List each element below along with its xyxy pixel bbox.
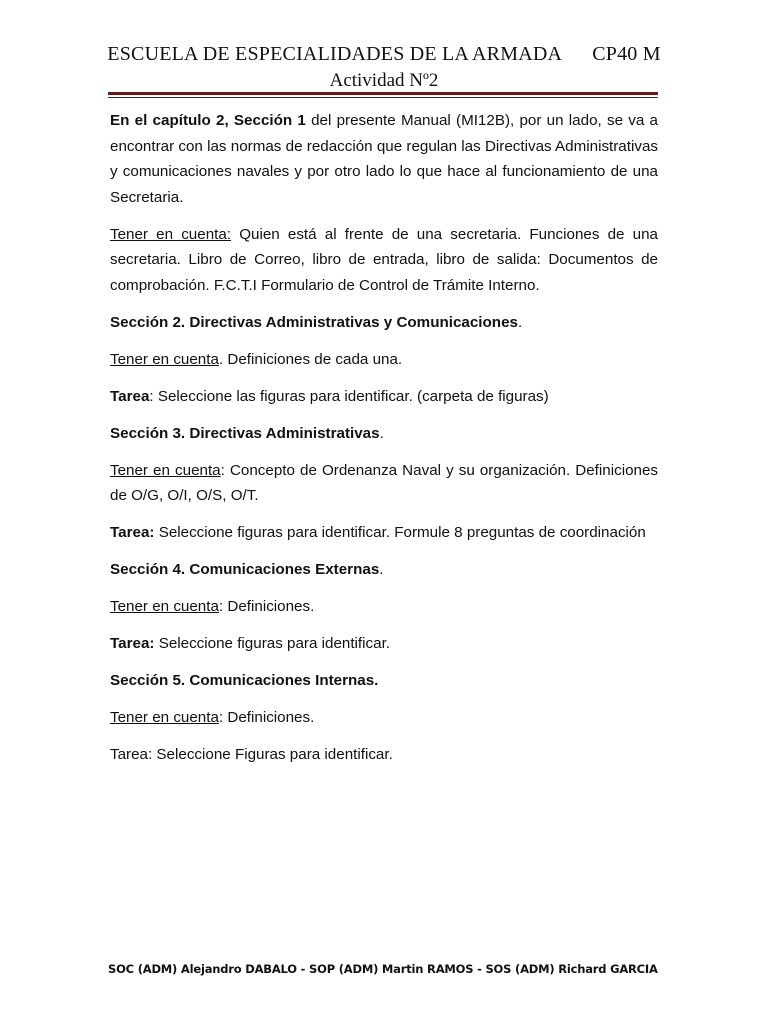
heading-tail: . <box>517 313 523 331</box>
task-label: Tarea: <box>110 524 155 541</box>
header-rule-thick <box>108 92 658 95</box>
heading-bold: Sección 5. Comunicaciones Internas. <box>110 672 379 689</box>
intro-bold: En el capítulo 2, Sección 1 <box>110 112 306 129</box>
task-label: Tarea: <box>110 635 155 652</box>
section5-note <box>110 705 658 731</box>
section2-note <box>110 347 658 373</box>
section3-heading <box>110 421 658 447</box>
header-title-line <box>0 40 768 68</box>
course-code: CP40 M <box>592 43 661 65</box>
section4-note <box>110 594 658 620</box>
header-rule-thin <box>108 97 658 98</box>
section2-heading <box>110 310 658 336</box>
task-text: Seleccione figuras para identificar. <box>154 635 391 652</box>
intro-paragraph <box>110 108 658 210</box>
section1-note <box>110 222 658 299</box>
note-text: : Definiciones. <box>218 709 315 726</box>
footer-authors: SOC (ADM) Alejandro DABALO - SOP (ADM) Martin RAMOS - SOS (ADM) Richard GARCIA <box>108 962 658 976</box>
note-label: Tener en cuenta <box>110 350 219 368</box>
section2-task <box>110 384 658 410</box>
activity-title: Actividad Nº2 <box>329 70 439 91</box>
note-text: . Definiciones de cada una. <box>218 350 403 368</box>
school-name: ESCUELA DE ESPECIALIDADES DE LA ARMADA <box>107 43 562 65</box>
section5-task <box>110 742 658 768</box>
task-text: Seleccione figuras para identificar. Formule 8 preguntas de coordinación <box>154 524 646 541</box>
section3-note <box>110 458 658 509</box>
note-text: : Definiciones. <box>218 598 315 615</box>
heading-tail: . <box>379 424 384 442</box>
task-label: Tarea <box>110 387 150 405</box>
section3-task <box>110 520 658 546</box>
section4-task <box>110 631 658 657</box>
task-text: Tarea: Seleccione Figuras para identificar. <box>110 746 393 763</box>
note-text: Quien está al frente de una secretaria. Funciones de una secretaria. Libro de Correo, libro de entrada, libro de salida: Documentos de comprobación. F.C.T.I Formulario de Control de Trámite Interno. <box>110 225 658 294</box>
note-label: Tener en cuenta: <box>110 225 232 243</box>
section5-heading <box>110 668 658 694</box>
section4-heading <box>110 557 658 583</box>
task-text: : Seleccione las figuras para identificar. (carpeta de figuras) <box>149 387 549 405</box>
note-label: Tener en cuenta <box>110 709 219 726</box>
heading-tail: . <box>379 561 384 578</box>
heading-bold: Sección 3. Directivas Administrativas <box>110 424 380 442</box>
heading-bold: Sección 4. Comunicaciones Externas <box>110 561 380 578</box>
intro-text: del presente Manual (MI12B), por un lado, se va a encontrar con las normas de redacción que regulan las Directivas Administrativas y comunicaciones navales y por otro lado lo que hace al funcionamiento de una Secretaria. <box>110 112 658 206</box>
document-header <box>0 40 768 94</box>
note-label: Tener en cuenta <box>110 461 221 479</box>
heading-bold: Sección 2. Directivas Administrativas y Comunicaciones <box>110 313 518 331</box>
note-label: Tener en cuenta <box>110 598 219 615</box>
document-body <box>110 108 658 779</box>
note-text: : Concepto de Ordenanza Naval y su organización. Definiciones de O/G, O/I, O/S, O/T. <box>110 461 658 504</box>
